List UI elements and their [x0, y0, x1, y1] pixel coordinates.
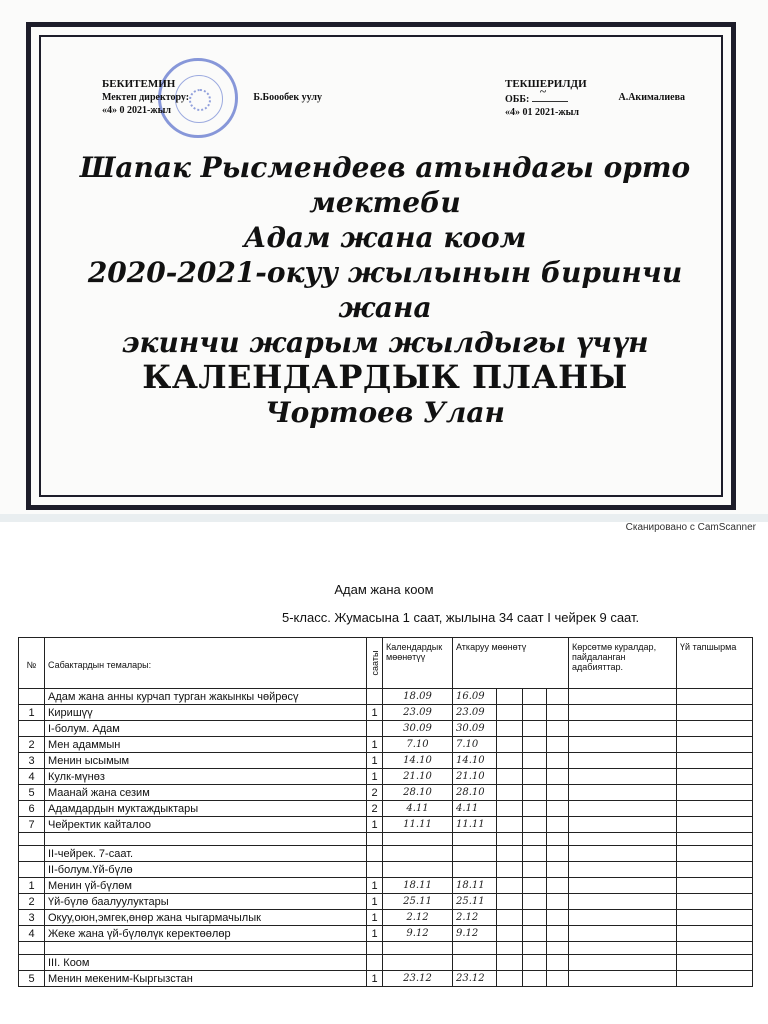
row-calendar-date: 18.11	[383, 878, 453, 894]
row-hours: 1	[367, 971, 383, 987]
row-calendar-date	[383, 846, 453, 862]
row-empty-cell	[497, 833, 523, 846]
row-empty-cell	[497, 846, 523, 862]
row-hours: 1	[367, 737, 383, 753]
row-calendar-date: 28.10	[383, 785, 453, 801]
table-row	[19, 878, 753, 894]
approval-month: 0	[119, 105, 125, 116]
row-empty-cell	[523, 878, 547, 894]
row-calendar-date: 7.10	[383, 737, 453, 753]
row-num: 2	[19, 737, 45, 753]
teacher-name: Чортоев Улан	[265, 396, 505, 429]
plan-title: Адам жана коом	[334, 582, 434, 597]
row-actual-date: 25.11	[453, 894, 497, 910]
row-materials	[569, 955, 677, 971]
row-calendar-date: 9.12	[383, 926, 453, 942]
row-actual-date: 11.11	[453, 817, 497, 833]
scanner-watermark: Сканировано с CamScanner	[625, 522, 756, 533]
row-empty-cell	[523, 926, 547, 942]
row-materials	[569, 862, 677, 878]
row-topic	[45, 942, 367, 955]
row-empty-cell	[497, 785, 523, 801]
row-calendar-date: 30.09	[383, 721, 453, 737]
row-empty-cell	[547, 753, 569, 769]
row-homework	[677, 817, 753, 833]
plan-heading: КАЛЕНДАРДЫК ПЛАНЫ	[142, 358, 628, 396]
row-actual-date: 9.12	[453, 926, 497, 942]
row-empty-cell	[523, 971, 547, 987]
row-empty-cell	[523, 910, 547, 926]
header-homework: Үй тапшырма	[677, 638, 753, 689]
row-num: 3	[19, 753, 45, 769]
row-empty-cell	[547, 769, 569, 785]
row-empty-cell	[547, 878, 569, 894]
row-materials	[569, 817, 677, 833]
row-empty-cell	[523, 801, 547, 817]
row-topic: III. Коом	[45, 955, 367, 971]
row-empty-cell	[523, 737, 547, 753]
row-hours: 1	[367, 878, 383, 894]
row-num: 7	[19, 817, 45, 833]
row-empty-cell	[523, 705, 547, 721]
row-topic: Адамдардын муктаждыктары	[45, 801, 367, 817]
plan-page	[0, 540, 768, 1024]
row-topic: Чейректик кайталоо	[45, 817, 367, 833]
row-hours: 1	[367, 910, 383, 926]
row-empty-cell	[547, 785, 569, 801]
table-row	[19, 705, 753, 721]
row-materials	[569, 833, 677, 846]
row-calendar-date: 25.11	[383, 894, 453, 910]
checked-year: 2021-жыл	[535, 107, 579, 118]
row-hours: 1	[367, 926, 383, 942]
table-row	[19, 689, 753, 705]
table-row	[19, 801, 753, 817]
checked-day: 4	[510, 107, 515, 118]
row-materials	[569, 705, 677, 721]
table-row	[19, 926, 753, 942]
row-homework	[677, 942, 753, 955]
row-hours: 1	[367, 769, 383, 785]
row-topic: Менин мекеним-Кыргызстан	[45, 971, 367, 987]
row-hours: 1	[367, 705, 383, 721]
row-empty-cell	[523, 753, 547, 769]
row-actual-date: 30.09	[453, 721, 497, 737]
row-empty-cell	[497, 955, 523, 971]
row-homework	[677, 737, 753, 753]
row-num: 3	[19, 910, 45, 926]
row-empty-cell	[497, 910, 523, 926]
row-empty-cell	[523, 817, 547, 833]
obb-label: ОББ:	[505, 94, 530, 105]
row-empty-cell	[497, 753, 523, 769]
row-hours	[367, 721, 383, 737]
row-empty-cell	[547, 910, 569, 926]
row-num: 4	[19, 926, 45, 942]
row-calendar-date: 23.12	[383, 971, 453, 987]
row-topic: Үй-бүлө баалуулуктары	[45, 894, 367, 910]
row-num: 4	[19, 769, 45, 785]
row-topic	[45, 833, 367, 846]
row-empty-cell	[497, 705, 523, 721]
academic-year-line: 2020-2021-окуу жылынын биринчи жана	[87, 256, 683, 324]
row-num	[19, 942, 45, 955]
row-empty-cell	[547, 926, 569, 942]
row-topic: I-болум. Адам	[45, 721, 367, 737]
table-row	[19, 817, 753, 833]
table-row	[19, 910, 753, 926]
page-separator	[0, 514, 768, 522]
table-row	[19, 753, 753, 769]
row-materials	[569, 942, 677, 955]
row-hours: 1	[367, 753, 383, 769]
row-materials	[569, 753, 677, 769]
row-empty-cell	[497, 689, 523, 705]
row-actual-date	[453, 846, 497, 862]
row-topic: Маанай жана сезим	[45, 785, 367, 801]
row-num: 5	[19, 785, 45, 801]
row-hours: 2	[367, 785, 383, 801]
row-num: 2	[19, 894, 45, 910]
row-empty-cell	[523, 862, 547, 878]
row-homework	[677, 753, 753, 769]
row-actual-date	[453, 942, 497, 955]
table-row	[19, 737, 753, 753]
row-num	[19, 833, 45, 846]
table-row	[19, 955, 753, 971]
row-homework	[677, 846, 753, 862]
row-num	[19, 846, 45, 862]
row-topic: Жеке жана үй-бүлөлүк керектөөлөр	[45, 926, 367, 942]
row-materials	[569, 689, 677, 705]
row-homework	[677, 833, 753, 846]
row-empty-cell	[547, 737, 569, 753]
row-empty-cell	[497, 721, 523, 737]
row-topic: Адам жана анны курчап турган жакынкы чөйрөсү	[45, 689, 367, 705]
row-materials	[569, 910, 677, 926]
row-actual-date: 23.12	[453, 971, 497, 987]
row-empty-cell	[547, 862, 569, 878]
row-calendar-date	[383, 942, 453, 955]
row-empty-cell	[523, 846, 547, 862]
document-title	[40, 150, 730, 430]
row-empty-cell	[547, 846, 569, 862]
row-materials	[569, 878, 677, 894]
row-hours	[367, 846, 383, 862]
row-materials	[569, 721, 677, 737]
row-empty-cell	[547, 942, 569, 955]
row-empty-cell	[497, 942, 523, 955]
checked-date: «4» 01 2021-жыл	[505, 107, 579, 118]
row-topic: Менин ысымым	[45, 753, 367, 769]
row-empty-cell	[547, 894, 569, 910]
row-num: 1	[19, 705, 45, 721]
row-actual-date: 4.11	[453, 801, 497, 817]
row-empty-cell	[523, 894, 547, 910]
row-empty-cell	[497, 817, 523, 833]
header-num: №	[19, 638, 45, 689]
row-materials	[569, 769, 677, 785]
header-hours: сааты	[367, 638, 383, 689]
director-label: Мектеп директору:	[102, 92, 190, 103]
row-hours	[367, 955, 383, 971]
row-actual-date: 7.10	[453, 737, 497, 753]
row-calendar-date: 18.09	[383, 689, 453, 705]
row-num: 6	[19, 801, 45, 817]
calendar-plan-table	[18, 637, 753, 987]
row-empty-cell	[523, 955, 547, 971]
row-actual-date	[453, 955, 497, 971]
header-calendar: Календардык мөөнөтүү	[383, 638, 453, 689]
row-materials	[569, 894, 677, 910]
table-row	[19, 971, 753, 987]
row-actual-date: 14.10	[453, 753, 497, 769]
row-topic: Окуу,оюн,эмгек,өнөр жана чыгармачылык	[45, 910, 367, 926]
row-empty-cell	[523, 833, 547, 846]
row-homework	[677, 801, 753, 817]
row-num: 1	[19, 878, 45, 894]
row-hours: 1	[367, 894, 383, 910]
row-num	[19, 862, 45, 878]
row-topic: II-чейрек. 7-саат.	[45, 846, 367, 862]
header-topics: Сабактардын темалары:	[45, 638, 367, 689]
row-empty-cell	[523, 785, 547, 801]
approval-day: 4	[107, 105, 112, 116]
row-empty-cell	[547, 801, 569, 817]
row-hours	[367, 833, 383, 846]
row-num	[19, 955, 45, 971]
approval-block	[102, 78, 322, 117]
approval-year: 2021-жыл	[127, 105, 171, 116]
header-materials: Көрсөтмө куралдар, пайдаланган адабияттар.	[569, 638, 677, 689]
table-row	[19, 942, 753, 955]
table-row	[19, 894, 753, 910]
row-calendar-date: 2.12	[383, 910, 453, 926]
table-row	[19, 833, 753, 846]
row-topic: II-болум.Үй-бүлө	[45, 862, 367, 878]
row-materials	[569, 801, 677, 817]
row-actual-date	[453, 862, 497, 878]
row-empty-cell	[497, 971, 523, 987]
table-row	[19, 862, 753, 878]
row-calendar-date	[383, 955, 453, 971]
row-empty-cell	[547, 705, 569, 721]
row-homework	[677, 878, 753, 894]
row-num	[19, 689, 45, 705]
row-empty-cell	[523, 769, 547, 785]
row-materials	[569, 785, 677, 801]
row-empty-cell	[497, 926, 523, 942]
row-homework	[677, 721, 753, 737]
row-homework	[677, 689, 753, 705]
row-actual-date: 16.09	[453, 689, 497, 705]
row-empty-cell	[547, 817, 569, 833]
row-actual-date: 18.11	[453, 878, 497, 894]
row-empty-cell	[547, 971, 569, 987]
row-topic: Мен адаммын	[45, 737, 367, 753]
row-num	[19, 721, 45, 737]
row-topic: Менин үй-бүлөм	[45, 878, 367, 894]
row-empty-cell	[547, 955, 569, 971]
row-topic: Кулк-мүнөз	[45, 769, 367, 785]
row-num: 5	[19, 971, 45, 987]
school-name: Шапак Рысмендеев атындагы орто мектеби	[79, 151, 691, 219]
row-calendar-date: 21.10	[383, 769, 453, 785]
row-homework	[677, 785, 753, 801]
row-materials	[569, 846, 677, 862]
table-row	[19, 721, 753, 737]
row-materials	[569, 971, 677, 987]
row-actual-date: 2.12	[453, 910, 497, 926]
row-empty-cell	[523, 689, 547, 705]
row-empty-cell	[497, 878, 523, 894]
row-homework	[677, 862, 753, 878]
row-empty-cell	[497, 894, 523, 910]
row-homework	[677, 705, 753, 721]
row-empty-cell	[497, 737, 523, 753]
row-calendar-date	[383, 833, 453, 846]
row-hours	[367, 862, 383, 878]
row-homework	[677, 910, 753, 926]
row-empty-cell	[523, 942, 547, 955]
row-calendar-date	[383, 862, 453, 878]
row-homework	[677, 971, 753, 987]
signature-mark	[532, 91, 568, 102]
row-hours: 2	[367, 801, 383, 817]
table-row	[19, 846, 753, 862]
table-row	[19, 785, 753, 801]
row-hours	[367, 689, 383, 705]
approval-date: «4» 0 2021-жыл	[102, 105, 171, 116]
row-actual-date	[453, 833, 497, 846]
checked-heading: ТЕКШЕРИЛДИ	[505, 78, 587, 90]
row-homework	[677, 926, 753, 942]
row-calendar-date: 14.10	[383, 753, 453, 769]
row-homework	[677, 894, 753, 910]
header-actual: Аткаруу мөөнөтү	[453, 638, 569, 689]
row-calendar-date: 4.11	[383, 801, 453, 817]
row-materials	[569, 926, 677, 942]
row-actual-date: 28.10	[453, 785, 497, 801]
row-calendar-date: 11.11	[383, 817, 453, 833]
row-empty-cell	[497, 862, 523, 878]
checked-block	[505, 78, 685, 119]
row-actual-date: 21.10	[453, 769, 497, 785]
row-empty-cell	[547, 721, 569, 737]
table-row	[19, 769, 753, 785]
director-name: Б.Боообек уулу	[253, 92, 322, 103]
obb-name: А.Акималиева	[618, 92, 685, 103]
row-empty-cell	[497, 769, 523, 785]
row-empty-cell	[497, 801, 523, 817]
row-materials	[569, 737, 677, 753]
row-calendar-date: 23.09	[383, 705, 453, 721]
semester-line: экинчи жарым жылдыгы үчүн	[121, 326, 649, 359]
row-actual-date: 23.09	[453, 705, 497, 721]
row-topic: Киришүү	[45, 705, 367, 721]
row-empty-cell	[523, 721, 547, 737]
row-homework	[677, 769, 753, 785]
row-homework	[677, 955, 753, 971]
row-hours: 1	[367, 817, 383, 833]
table-header-row	[19, 638, 753, 689]
checked-month: 01	[522, 107, 533, 118]
row-hours	[367, 942, 383, 955]
plan-subtitle: 5-класс. Жумасына 1 саат, жылына 34 саат I чейрек 9 саат.	[282, 610, 640, 625]
row-empty-cell	[547, 833, 569, 846]
subject-name: Адам жана коом	[243, 221, 527, 254]
approval-heading: БЕКИТЕМИН	[102, 78, 176, 90]
row-empty-cell	[547, 689, 569, 705]
